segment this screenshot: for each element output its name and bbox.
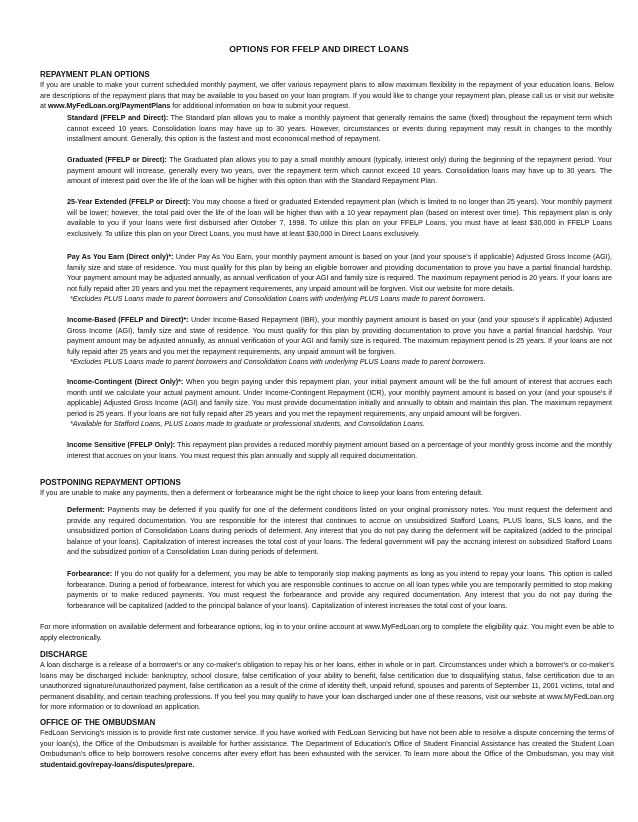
repayment-intro-text: If you are unable to make your current scheduled monthly payment, we offer various repayment plans to allow maximum flexibility in the repayment of your education loans. Below are descriptions of the repayment plans that may be available to you based on your loan program. If you would like to change your repayment plan, please call us or visit our website at [40,81,614,110]
plan-description: When you begin paying under this repayment plan, your initial payment amount will be the full amount of interest that accrues each month until we calculate your actual payment amount. Under Income-Contingent Repayment (ICR), your monthly payment amount is based on your (and your spouse’s if applicable) Adjusted Gross Income (AGI) and family size. You must provide documentation initially and annually to obtain and maintain this plan. The maximum repayment period is 25 years. If your loans are not fully repaid after 25 years and you met the repayment requirements, any unpaid amount will be forgiven. [67,378,612,418]
plan-name: Income Sensitive (FFELP Only): [67,441,176,449]
repayment-intro [40,80,614,112]
ombudsman-body: FedLoan Servicing's mission is to provide first rate customer service. If you have worked with FedLoan Servicing but have not been able to resolve a dispute concerning the terms of your loan(s), the Office of the Ombudsman is available for further assistance. The Department of Education’s Office of Student Financial Assistance has created the Student Loan Ombudsman's office to help borrowers resolve concerns after every effort has been exhausted with the servicer. To learn more about the Office of the Ombudsman, you may visit [40,729,614,758]
option-name: Forbearance: [67,570,113,578]
discharge-heading: DISCHARGE [40,650,88,659]
more-info-text: For more information on available deferment and forbearance options, log in to your online account at www.MyFedLoan.org to complete the eligibility quiz. You might even be able to apply electronically. [40,623,614,642]
payment-plans-link[interactable]: www.MyFedLoan.org/PaymentPlans [47,102,171,110]
plan-description: Under Income-Based Repayment (IBR), your monthly payment amount is based on your (and your spouse’s if applicable) Adjusted Gross Income (AGI), family size and state of residence. You must qualify for this plan by providing documentation to prove you have a partial financial hardship. Your payment amount may be adjusted annually, as annual verification of your AGI and family size is required. The maximum repayment period is 25 years. If your loans are not fully repaid after 25 years and you met the repayment requirements, any unpaid amount will be forgiven. [67,316,612,356]
plan-footnote: *Excludes PLUS Loans made to parent borrowers and Consolidation Loans with underlying PLUS Loans made to parent borrowers. [70,295,486,303]
plan-pay-as-you-earn [67,252,612,305]
ombudsman-section [40,718,614,770]
plan-name: Income-Contingent (Direct Only)*: [67,378,184,386]
plan-standard [67,113,612,145]
plan-income-based [67,315,612,368]
option-forbearance [67,569,612,611]
ombudsman-text [40,728,614,770]
plan-description: Under Pay As You Earn, your monthly payment amount is based on your (and your spouse’s if applicable) Adjusted Gross Income (AGI), family size and state of residence. You must qualify for this plan by being an eligible borrower and providing documentation to prove you have a partial financial hardship. Your payment amount may be adjusted annually, as annual verification of your AGI and family size is required. The maximum repayment period is 20 years. If your loans are not fully repaid after 20 years and you met the repayment requirements, any unpaid amount will be forgiven. Visit our website for more details. [67,253,612,293]
plan-name: Income-Based (FFELP and Direct)*: [67,316,189,324]
page-title: OPTIONS FOR FFELP AND DIRECT LOANS [229,44,409,54]
plan-name: Standard (FFELP and Direct): [67,114,169,122]
plan-description: This repayment plan provides a reduced monthly payment amount based on a percentage of your monthly gross income and the monthly interest that accrues on your loans. You must request this plan annually and supply all required documentation. [67,441,612,460]
ombudsman-heading: OFFICE OF THE OMBUDSMAN [40,718,156,727]
plan-income-sensitive [67,440,612,461]
plan-name: Pay As You Earn (Direct only)*: [67,253,174,261]
plan-description: The Standard plan allows you to make a monthly payment that generally remains the same (fixed) throughout the repayment term which cannot exceed 10 years. Consolidation loans may have up to 30 years. However, circumstances or events during repayment may result in changes to the monthly installment amount. Generally, this option is the fastest and most economical method of repayment. [67,114,612,143]
repayment-section [40,70,614,112]
option-description: Payments may be deferred if you qualify for one of the deferment conditions listed on your original promissory notes. You must request the deferment and provide any required documentation. You are responsible for the interest that continues to accrue on unsubsidized Stafford Loans, PLUS loans, SLS loans, and the unsubsidized portion of Consolidation Loans during periods of deferment. Any interest that you do not pay during the deferment will be capitalized (added to the principal balance of your loans). Capitalization of interest increases the total cost of your loans. The federal government will pay the accruing interest on subsidized Stafford Loans and the subsidized portion of a Consolidation Loan during periods of deferment. [67,506,612,556]
repayment-intro-tail: for additional information on how to submit your request. [170,102,351,110]
ombudsman-link[interactable]: studentaid.gov/repay-loans/disputes/prepare. [40,760,195,769]
plan-income-contingent [67,377,612,430]
option-deferment [67,505,612,558]
plan-name: 25-Year Extended (FFELP or Direct): [67,198,191,206]
plan-footnote: *Available for Stafford Loans, PLUS Loans made to graduate or professional students, and Consolidation Loans. [70,420,425,428]
discharge-text: A loan discharge is a release of a borrower's or any co-maker's obligation to repay his or her loans, either in whole or in part. Circumstances under which a borrower's or co-maker's loans may be discharged include: bankruptcy, school closure, false certification of your ability to benefit, false certification due to disqualifying status, false certification due to an unauthorized signature/unauthorized payment, false certification as a result of the crime of identity theft, unpaid refund, spouses and parents of September 11, 2001 victims, total and permanent disability, and certain teaching professions. If you feel you may qualify to have your loan discharged under one of these reasons, visit our website at www.MyFedLoan.org for more information or to download an application. [40,661,614,711]
plan-footnote: *Excludes PLUS Loans made to parent borrowers and Consolidation Loans with underlying PLUS Loans made to parent borrowers. [70,358,486,366]
repayment-heading: REPAYMENT PLAN OPTIONS [40,70,150,79]
postponing-intro: If you are unable to make any payments, then a deferment or forbearance might be the right choice to keep your loans from entering default. [40,489,483,497]
plan-description: The Graduated plan allows you to pay a small monthly amount (typically, interest only) during the beginning of the repayment period. Your payment amount will increase, generally every two years, over the repayment term which cannot exceed 10 years. Consolidation loans may have up to 30 years. The amount of interest paid over the life of the loan will be higher with this option than with the Standard Repayment Plan. [67,156,612,185]
plan-description: You may choose a fixed or graduated Extended repayment plan (which is limited to no longer than 25 years). Your monthly payment will be lower; however, the total paid over the life of the loan will be higher than with a 10 year repayment plan (based on interest over time). This repayment plan is only available to you if your loans were first disbursed after October 7, 1998. To utilize this plan on your FFELP Loans, you must have at least $30,000 in FFELP Loans exclusively. To utilize this plan on your Direct Loans, you must have at least $30,000 in Direct Loans exclusively. [67,198,612,238]
option-name: Deferment: [67,506,105,514]
postponing-heading: POSTPONING REPAYMENT OPTIONS [40,478,181,487]
plan-graduated [67,155,612,187]
plan-extended [67,197,612,239]
postponing-section [40,478,614,499]
more-info-block [40,622,614,643]
discharge-section [40,650,614,713]
plan-name: Graduated (FFELP or Direct): [67,156,167,164]
option-description: If you do not qualify for a deferment, you may be able to temporarily stop making payments as long as you intend to repay your loans. This option is called forbearance. During a period of forbearance, interest for which you are responsible continues to accrue on all loan types while you are temporarily permitted to stop making payments or to make reduced payments. You must request the forbearance and provide any required documentation. Any interest that you do not pay during the forbearance will be capitalized (added to the principal balance of your loans). Capitalization of interest increases the total cost of your loans. [67,570,612,610]
